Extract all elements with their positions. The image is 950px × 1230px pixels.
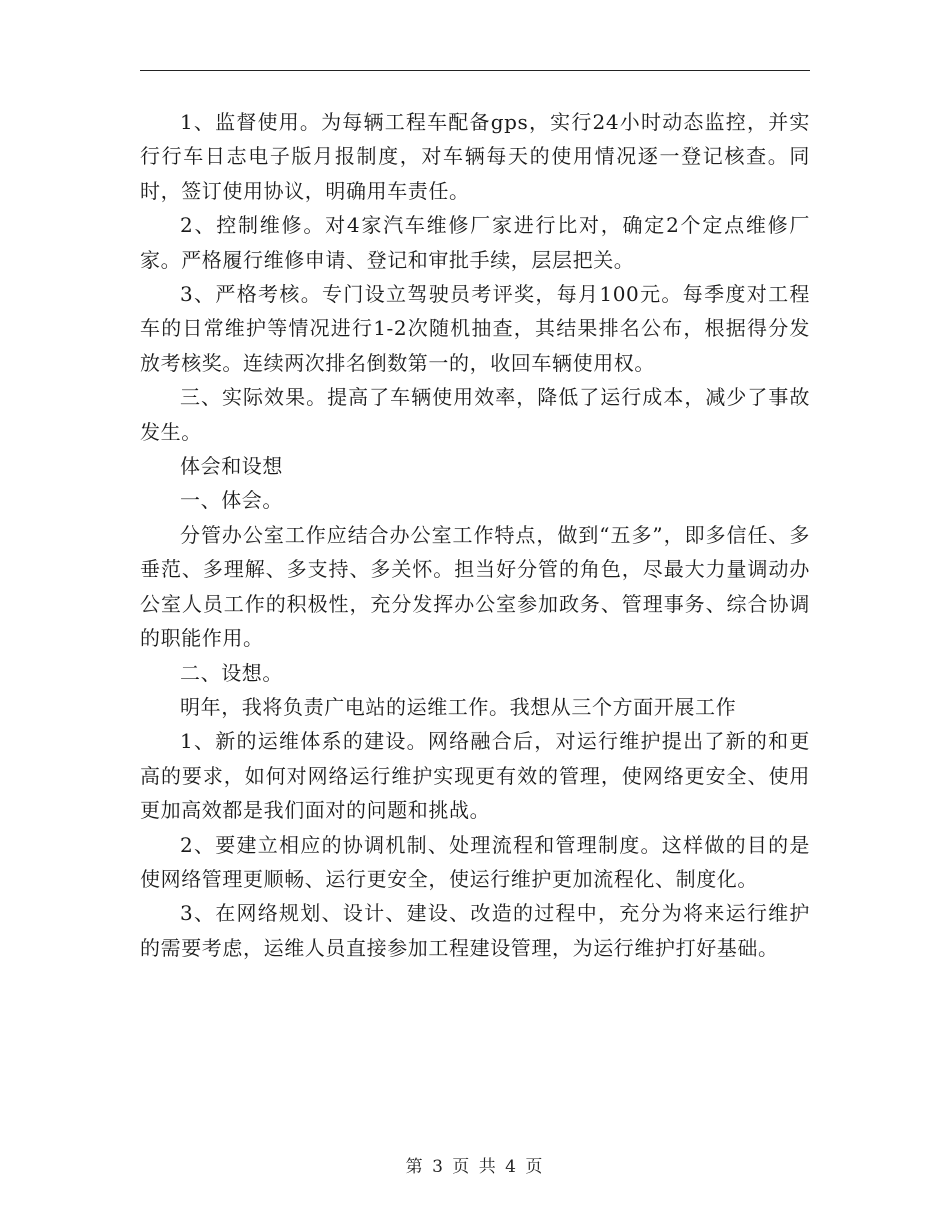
paragraph-strict-assessment: 3、严格考核。专门设立驾驶员考评奖，每月100元。每季度对工程车的日常维护等情况进行1-2次随机抽查，其结果排名公布，根据得分发放考核奖。连续两次排名倒数第一的，收回车辆使用权。 bbox=[140, 282, 810, 375]
header-rule bbox=[140, 70, 810, 71]
subheading-experience: 一、体会。 bbox=[180, 488, 283, 513]
page-footer bbox=[0, 1152, 950, 1177]
subheading-plan: 二、设想。 bbox=[180, 660, 283, 685]
document-body bbox=[140, 105, 810, 965]
page-number-label: 第 3 页 共 4 页 bbox=[405, 1157, 545, 1177]
section-heading-experience-and-plan: 体会和设想 bbox=[180, 454, 283, 479]
paragraph-repair-control: 2、控制维修。对4家汽车维修厂家进行比对，确定2个定点维修厂家。严格履行维修申请、登记和审批手续，层层把关。 bbox=[140, 213, 810, 272]
paragraph-network-planning: 3、在网络规划、设计、建设、改造的过程中，充分为将来运行维护的需要考虑，运维人员直接参加工程建设管理，为运行维护打好基础。 bbox=[140, 901, 810, 960]
paragraph-next-year: 明年，我将负责广电站的运维工作。我想从三个方面开展工作 bbox=[180, 694, 737, 719]
paragraph-coordination-mechanism: 2、要建立相应的协调机制、处理流程和管理制度。这样做的目的是使网络管理更顺畅、运行更安全，使运行维护更加流程化、制度化。 bbox=[140, 832, 810, 891]
paragraph-new-system: 1、新的运维体系的建设。网络融合后，对运行维护提出了新的和更高的要求，如何对网络运行维护实现更有效的管理，使网络更安全、使用更加高效都是我们面对的问题和挑战。 bbox=[140, 729, 810, 823]
paragraph-vehicle-supervision: 1、监督使用。为每辆工程车配备gps，实行24小时动态监控，并实行行车日志电子版月报制度，对车辆每天的使用情况逐一登记核查。同时，签订使用协议，明确用车责任。 bbox=[140, 110, 810, 203]
paragraph-actual-effect: 三、实际效果。提高了车辆使用效率，降低了运行成本，减少了事故发生。 bbox=[140, 385, 810, 444]
paragraph-office-management: 分管办公室工作应结合办公室工作特点，做到“五多”，即多信任、多垂范、多理解、多支持、多关怀。担当好分管的角色，尽最大力量调动办公室人员工作的积极性，充分发挥办公室参加政务、管理事务、综合协调的职能作用。 bbox=[140, 522, 810, 651]
